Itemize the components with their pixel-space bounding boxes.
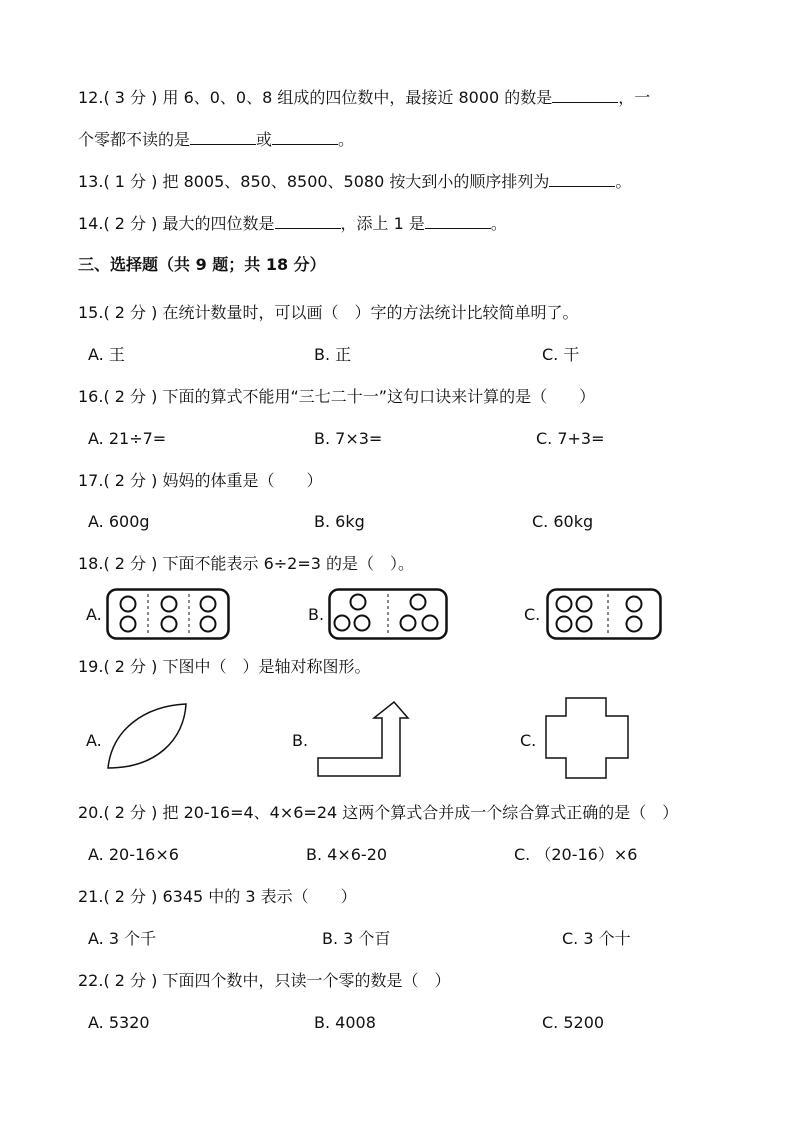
option-a[interactable]: A. xyxy=(86,605,102,624)
question-text: 用 6、0、0、8 组成的四位数中，最接近 8000 的数是 xyxy=(162,88,553,107)
answer-blank[interactable] xyxy=(190,128,256,145)
option-b[interactable]: B. 3 个百 xyxy=(322,929,391,948)
answer-blank[interactable] xyxy=(549,170,615,187)
question-score: ( 3 分 ) xyxy=(103,88,158,107)
question-15: 15.( 2 分 ) 在统计数量时，可以画（ ）字的方法统计比较简单明了。 xyxy=(78,303,579,322)
question-12: 12.( 3 分 ) 用 6、0、0、8 组成的四位数中，最接近 8000 的数是 ，一 xyxy=(78,88,651,107)
option-c[interactable]: C. 7+3= xyxy=(536,429,605,448)
option-a[interactable]: A. 20-16×6 xyxy=(88,845,179,864)
answer-blank[interactable] xyxy=(275,212,341,229)
option-c[interactable]: C. 5200 xyxy=(542,1013,605,1032)
option-c[interactable]: C. 3 个十 xyxy=(562,929,631,948)
option-b[interactable]: B. xyxy=(308,605,325,624)
answer-blank[interactable] xyxy=(425,212,491,229)
question-16: 16.( 2 分 ) 下面的算式不能用“三七二十一”这句口诀来计算的是（ ） xyxy=(78,387,596,406)
question-12-continued: 个零都不读的是 或 。 xyxy=(78,130,355,149)
question-17: 17.( 2 分 ) 妈妈的体重是（ ） xyxy=(78,471,323,490)
question-22: 22.( 2 分 ) 下面四个数中，只读一个零的数是（ ） xyxy=(78,971,451,990)
option-b[interactable]: B. 4×6-20 xyxy=(306,845,388,864)
option-a[interactable]: A. 21÷7= xyxy=(88,429,167,448)
dots-box-b-figure xyxy=(328,588,448,640)
option-a[interactable]: A. 3 个千 xyxy=(88,929,157,948)
arrow-shape-figure xyxy=(316,700,410,780)
option-c[interactable]: C. 60kg xyxy=(532,512,594,531)
question-19: 19.( 2 分 ) 下图中（ ）是轴对称图形。 xyxy=(78,657,371,676)
question-13: 13.( 1 分 ) 把 8005、850、8500、5080 按大到小的顺序排列为 。 xyxy=(78,172,632,191)
leaf-shape-figure xyxy=(104,700,190,772)
option-c[interactable]: C. 干 xyxy=(542,345,580,364)
option-b[interactable]: B. xyxy=(292,731,309,750)
question-20: 20.( 2 分 ) 把 20-16=4、4×6=24 这两个算式合并成一个综合算式正确的是（ ） xyxy=(78,803,679,822)
option-c[interactable]: C. xyxy=(520,731,537,750)
option-b[interactable]: B. 正 xyxy=(314,345,352,364)
option-b[interactable]: B. 4008 xyxy=(314,1013,376,1032)
option-a[interactable]: A. 5320 xyxy=(88,1013,150,1032)
question-number: 12. xyxy=(78,88,104,107)
section-heading: 三、选择题（共 9 题；共 18 分） xyxy=(78,255,326,274)
option-c[interactable]: C. （20-16）×6 xyxy=(514,845,638,864)
option-c[interactable]: C. xyxy=(524,605,541,624)
answer-blank[interactable] xyxy=(552,86,618,103)
option-b[interactable]: B. 6kg xyxy=(314,512,365,531)
answer-blank[interactable] xyxy=(272,128,338,145)
question-14: 14.( 2 分 ) 最大的四位数是 ，添上 1 是 。 xyxy=(78,214,507,233)
option-a[interactable]: A. 王 xyxy=(88,345,125,364)
option-a[interactable]: A. 600g xyxy=(88,512,150,531)
option-b[interactable]: B. 7×3= xyxy=(314,429,383,448)
option-a[interactable]: A. xyxy=(86,731,102,750)
dots-box-c-figure xyxy=(546,588,662,640)
cross-shape-figure xyxy=(544,696,630,780)
question-18: 18.( 2 分 ) 下面不能表示 6÷2=3 的是（ ）。 xyxy=(78,554,415,573)
dots-box-a-figure xyxy=(106,588,230,640)
question-21: 21.( 2 分 ) 6345 中的 3 表示（ ） xyxy=(78,887,357,906)
